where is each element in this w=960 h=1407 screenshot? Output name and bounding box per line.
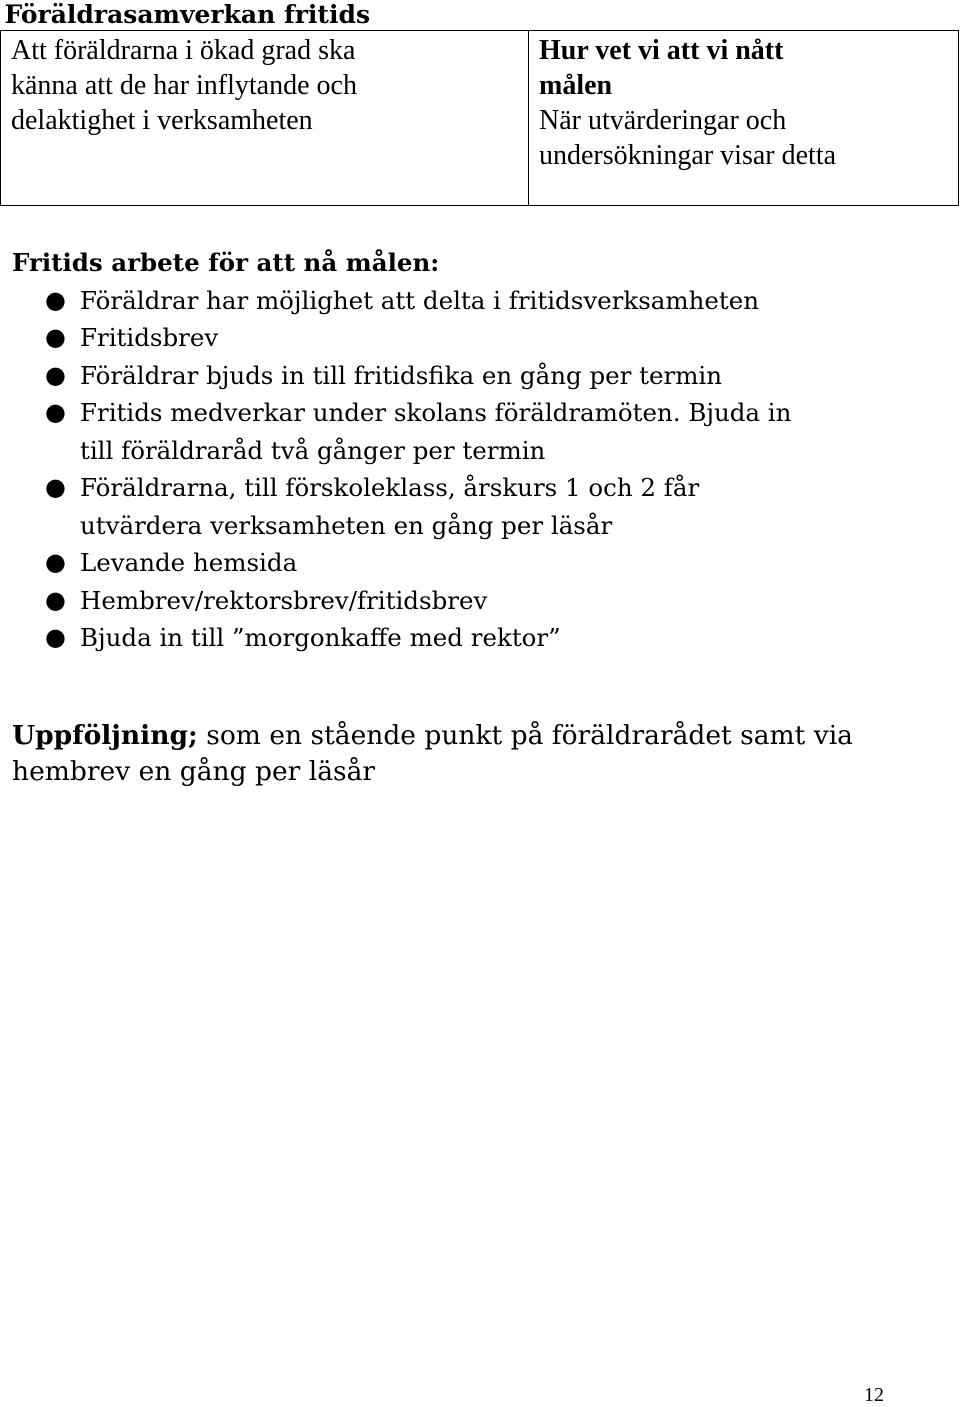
work-heading: Fritids arbete för att nå målen: (12, 248, 440, 277)
goal-table (0, 0, 959, 206)
goal-line: känna att de har inflytande och (11, 70, 357, 101)
list-item-text: Fritids medverkar under skolans föräldramöten. Bjuda in (80, 398, 792, 427)
list-item-text: Bjuda in till ”morgonkaffe med rektor” (80, 623, 561, 652)
list-item-text: Levande hemsida (80, 548, 298, 577)
list-item-text: till föräldraråd två gånger per termin (80, 435, 546, 465)
goal-cell (1, 31, 529, 206)
list-item (12, 282, 942, 320)
goal-line: delaktighet i verksamheten (11, 105, 313, 136)
list-item (12, 319, 942, 357)
work-list (12, 282, 942, 657)
bullet-icon: ● (45, 623, 66, 651)
followup-label: Uppföljning; (12, 720, 198, 751)
list-item (12, 544, 942, 582)
bullet-icon: ● (45, 548, 66, 576)
measure-cell (529, 31, 959, 206)
bullet-icon: ● (45, 323, 66, 351)
page-number: 12 (864, 1384, 884, 1406)
measure-heading-line: Hur vet vi att vi nått (539, 35, 784, 66)
table-title: Föräldrasamverkan fritids (1, 0, 959, 31)
bullet-icon: ● (45, 398, 66, 426)
list-item-text: utvärdera verksamheten en gång per läsår (80, 510, 613, 540)
followup-text: hembrev en gång per läsår (12, 756, 376, 787)
bullet-icon: ● (45, 585, 66, 614)
list-item (12, 619, 942, 657)
list-item (12, 394, 942, 469)
work-section (12, 244, 942, 657)
measure-line: När utvärderingar och (539, 105, 787, 136)
bullet-icon: ● (45, 360, 66, 389)
list-item (12, 582, 942, 620)
list-item-text: Föräldrarna, till förskoleklass, årskurs 1 och 2 får (80, 473, 700, 502)
goal-line: Att föräldrarna i ökad grad ska (11, 35, 356, 66)
list-item (12, 469, 942, 544)
bullet-icon: ● (45, 285, 66, 314)
bullet-icon: ● (45, 473, 66, 501)
followup-text: som en stående punkt på föräldrarådet samt via (197, 720, 853, 751)
measure-heading-line: målen (539, 70, 613, 101)
list-item-text: Föräldrar bjuds in till fritidsfika en gång per termin (80, 360, 723, 390)
followup-paragraph (12, 718, 942, 790)
list-item-text: Fritidsbrev (80, 323, 219, 352)
list-item (12, 357, 942, 395)
measure-line: undersökningar visar detta (539, 140, 837, 171)
list-item-text: Föräldrar har möjlighet att delta i fritidsverksamheten (80, 285, 760, 315)
list-item-text: Hembrev/rektorsbrev/fritidsbrev (80, 585, 488, 615)
